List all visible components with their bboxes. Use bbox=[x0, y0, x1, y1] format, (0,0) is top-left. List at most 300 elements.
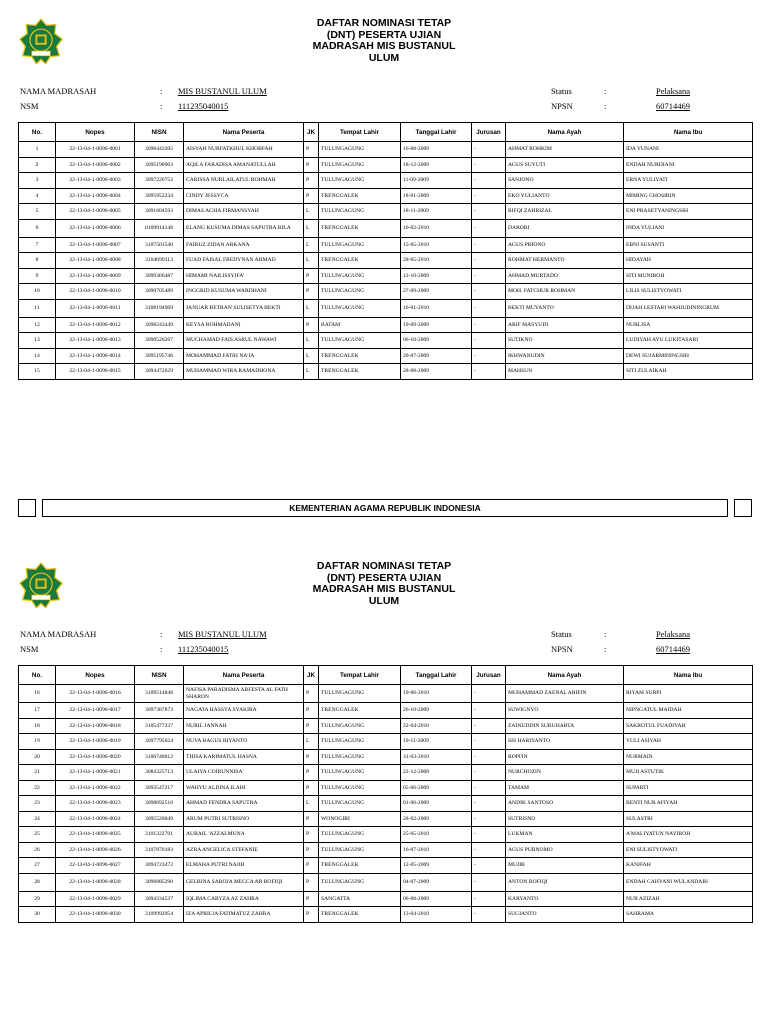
cell-nisn: 3097226752 bbox=[135, 173, 184, 189]
cell-nama-ibu: DIJAH LESTARI WAHJUDININGRUM bbox=[624, 299, 753, 317]
table-row bbox=[19, 718, 753, 734]
cell-nama-peserta: AURAIL 'AZZALMUNA bbox=[184, 827, 304, 843]
cell-nama-ibu: MUJI ASTUTIK bbox=[624, 765, 753, 781]
cell-no: 18 bbox=[19, 718, 56, 734]
table-row bbox=[19, 796, 753, 812]
cell-nama-peserta: THISA KARIMATUL HASNA bbox=[184, 749, 304, 765]
colon: : bbox=[604, 86, 607, 96]
nsm-value: 111235040015 bbox=[178, 644, 229, 654]
title-line: DAFTAR NOMINASI TETAP bbox=[316, 560, 452, 572]
cell-nama-ayah: MUHAMMAD ZAENAL ARIFIN bbox=[506, 685, 624, 703]
cell-nisn: 3094334537 bbox=[135, 891, 184, 907]
table-row bbox=[19, 749, 753, 765]
table-row bbox=[19, 780, 753, 796]
cell-tanggal-lahir: 25-05-2010 bbox=[401, 827, 472, 843]
cell-nopes: 22-13-04-1-0096-0023 bbox=[56, 796, 135, 812]
table-row bbox=[19, 348, 753, 364]
cell-nama-ibu: NURMAIN bbox=[624, 749, 753, 765]
cell-jurusan: - bbox=[472, 317, 506, 333]
status-value: Pelaksana bbox=[656, 629, 690, 639]
cell-tanggal-lahir: 28-05-2010 bbox=[401, 253, 472, 269]
nsm-label: NSM bbox=[20, 644, 39, 654]
cell-nopes: 22-13-04-1-0096-0010 bbox=[56, 284, 135, 300]
cell-nopes: 22-13-04-1-0096-0012 bbox=[56, 317, 135, 333]
cell-nopes: 22-13-04-1-0096-0028 bbox=[56, 873, 135, 891]
cell-nisn: 3105477237 bbox=[135, 718, 184, 734]
cell-nama-ayah: RIFQI ZAHRIZAL bbox=[506, 204, 624, 220]
cell-nama-ayah: MUJIB bbox=[506, 858, 624, 874]
cell-tanggal-lahir: 18-11-2009 bbox=[401, 204, 472, 220]
cell-nama-ibu: SITI ZULAIKAH bbox=[624, 364, 753, 380]
cell-nama-ayah: NURCHOZIN bbox=[506, 765, 624, 781]
cell-nama-ayah: EKO YULIANTO bbox=[506, 188, 624, 204]
cell-no: 24 bbox=[19, 811, 56, 827]
cell-tempat-lahir: TULUNGAGUNG bbox=[319, 157, 401, 173]
column-header-tempat-lahir: Tempat Lahir bbox=[319, 123, 401, 142]
ministry-footer-text: KEMENTERIAN AGAMA REPUBLIK INDONESIA bbox=[42, 499, 728, 517]
cell-jk: P bbox=[304, 765, 319, 781]
table-row bbox=[19, 237, 753, 253]
cell-nama-ayah: IKHWANUDIN bbox=[506, 348, 624, 364]
cell-no: 6 bbox=[19, 219, 56, 237]
nsm-value: 111235040015 bbox=[178, 101, 229, 111]
cell-no: 15 bbox=[19, 364, 56, 380]
table-row bbox=[19, 219, 753, 237]
cell-tanggal-lahir: 11-09-2009 bbox=[401, 173, 472, 189]
cell-jk: P bbox=[304, 173, 319, 189]
cell-no: 3 bbox=[19, 173, 56, 189]
cell-nisn: 3101322701 bbox=[135, 827, 184, 843]
column-header-tempat-lahir: Tempat Lahir bbox=[319, 666, 401, 685]
cell-nama-ayah: ARIF MASYUDI bbox=[506, 317, 624, 333]
colon: : bbox=[160, 644, 163, 654]
cell-nama-ayah: AGUS PRIONO bbox=[506, 237, 624, 253]
table-row bbox=[19, 703, 753, 719]
cell-tempat-lahir: TULUNGAGUNG bbox=[319, 284, 401, 300]
cell-jk: P bbox=[304, 749, 319, 765]
cell-nisn: 3109992954 bbox=[135, 907, 184, 923]
column-header-nama-peserta: Nama Peserta bbox=[184, 123, 304, 142]
cell-jurusan: - bbox=[472, 253, 506, 269]
title-line: MADRASAH MIS BUSTANUL bbox=[312, 583, 456, 595]
cell-nama-ayah: SUWIGNYO bbox=[506, 703, 624, 719]
cell-nama-ayah: ROPI'IN bbox=[506, 749, 624, 765]
cell-jurusan: - bbox=[472, 907, 506, 923]
nama-madrasah-value: MIS BUSTANUL ULUM bbox=[178, 86, 267, 96]
cell-tempat-lahir: TULUNGAGUNG bbox=[319, 765, 401, 781]
cell-nama-peserta: INGGRID KUSUMA WARDHANI bbox=[184, 284, 304, 300]
cell-no: 10 bbox=[19, 284, 56, 300]
cell-nama-ayah: MAHSUN bbox=[506, 364, 624, 380]
cell-nama-peserta: DIMAS AGHA FIRMANSYAH bbox=[184, 204, 304, 220]
cell-tanggal-lahir: 19-11-2009 bbox=[401, 734, 472, 750]
cell-tanggal-lahir: 13-04-2010 bbox=[401, 907, 472, 923]
cell-nopes: 22-13-04-1-0096-0002 bbox=[56, 157, 135, 173]
cell-no: 27 bbox=[19, 858, 56, 874]
column-header-nama-ayah: Nama Ayah bbox=[506, 666, 624, 685]
cell-jurusan: - bbox=[472, 237, 506, 253]
cell-tempat-lahir: TULUNGAGUNG bbox=[319, 299, 401, 317]
cell-nama-peserta: ELMAHA PUTRI NAJIB bbox=[184, 858, 304, 874]
cell-nama-ayah: DAROBI bbox=[506, 219, 624, 237]
table-row bbox=[19, 734, 753, 750]
table-row bbox=[19, 858, 753, 874]
cell-tanggal-lahir: 10-02-2010 bbox=[401, 219, 472, 237]
table-header-row bbox=[19, 123, 753, 142]
cell-nama-peserta: GELBINA SAROJA MECCA AR ROFIQI bbox=[184, 873, 304, 891]
cell-nisn: 3084325713 bbox=[135, 765, 184, 781]
cell-jk: P bbox=[304, 873, 319, 891]
cell-nama-peserta: NUVA BAGUS RIYANTO bbox=[184, 734, 304, 750]
cell-tempat-lahir: TRENGGALEK bbox=[319, 253, 401, 269]
cell-tempat-lahir: WONOGIRI bbox=[319, 811, 401, 827]
cell-nopes: 22-13-04-1-0096-0024 bbox=[56, 811, 135, 827]
cell-jk: P bbox=[304, 284, 319, 300]
cell-jk: P bbox=[304, 703, 319, 719]
cell-nisn: 3094472629 bbox=[135, 364, 184, 380]
cell-nisn: 3093547217 bbox=[135, 780, 184, 796]
cell-jk: L bbox=[304, 204, 319, 220]
cell-tempat-lahir: TULUNGAGUNG bbox=[319, 873, 401, 891]
table-row bbox=[19, 333, 753, 349]
column-header-nopes: Nopes bbox=[56, 666, 135, 685]
cell-nama-peserta: MUCHAMAD FAIS ASRUL NAWAWI bbox=[184, 333, 304, 349]
cell-nama-ayah: ANTON ROFIQI bbox=[506, 873, 624, 891]
cell-nama-peserta: FUAD FAISAL FREDYNAN AHMAD bbox=[184, 253, 304, 269]
cell-jk: P bbox=[304, 891, 319, 907]
corner-box bbox=[18, 499, 36, 517]
cell-nopes: 22-13-04-1-0096-0018 bbox=[56, 718, 135, 734]
table-row bbox=[19, 299, 753, 317]
cell-nama-ayah: AHMAD MURTADO bbox=[506, 268, 624, 284]
status-label: Status bbox=[551, 629, 572, 639]
cell-no: 5 bbox=[19, 204, 56, 220]
cell-nisn: 3098243449 bbox=[135, 317, 184, 333]
cell-tempat-lahir: TRENGGALEK bbox=[319, 364, 401, 380]
cell-no: 16 bbox=[19, 685, 56, 703]
cell-nama-ibu: SAHRAMA bbox=[624, 907, 753, 923]
column-header-jurusan: Jurusan bbox=[472, 666, 506, 685]
cell-tanggal-lahir: 06-08-2009 bbox=[401, 891, 472, 907]
cell-jurusan: - bbox=[472, 348, 506, 364]
cell-nisn: 3096885290 bbox=[135, 873, 184, 891]
column-header-nama-ibu: Nama Ibu bbox=[624, 666, 753, 685]
cell-tanggal-lahir: 12-05-2009 bbox=[401, 858, 472, 874]
cell-nama-ayah: SANJONO bbox=[506, 173, 624, 189]
table-header-row bbox=[19, 666, 753, 685]
ministry-footer bbox=[18, 499, 752, 517]
cell-no: 28 bbox=[19, 873, 56, 891]
cell-nopes: 22-13-04-1-0096-0016 bbox=[56, 685, 135, 703]
cell-nisn: 3107501540 bbox=[135, 237, 184, 253]
cell-nama-ibu: SULASTRI bbox=[624, 811, 753, 827]
cell-nama-ayah: AGUS PURNOMO bbox=[506, 842, 624, 858]
column-header-jurusan: Jurusan bbox=[472, 123, 506, 142]
cell-tempat-lahir: TULUNGAGUNG bbox=[319, 333, 401, 349]
cell-nopes: 22-13-04-1-0096-0015 bbox=[56, 364, 135, 380]
cell-nama-ibu: IDA YUNANI bbox=[624, 142, 753, 158]
cell-jurusan: - bbox=[472, 718, 506, 734]
cell-tempat-lahir: TULUNGAGUNG bbox=[319, 204, 401, 220]
cell-no: 30 bbox=[19, 907, 56, 923]
cell-jk: L bbox=[304, 253, 319, 269]
cell-tanggal-lahir: 26-10-2009 bbox=[401, 703, 472, 719]
cell-nama-ibu: SITI MUNIROH bbox=[624, 268, 753, 284]
nsm-label: NSM bbox=[20, 101, 39, 111]
cell-nama-peserta: WAHYU ALDINA ILAHI bbox=[184, 780, 304, 796]
cell-nama-peserta: NAGATA HASSYA SYAKIRA bbox=[184, 703, 304, 719]
cell-jk: P bbox=[304, 780, 319, 796]
cell-no: 9 bbox=[19, 268, 56, 284]
cell-nopes: 22-13-04-1-0096-0003 bbox=[56, 173, 135, 189]
cell-nopes: 22-13-04-1-0096-0021 bbox=[56, 765, 135, 781]
cell-nopes: 22-13-04-1-0096-0005 bbox=[56, 204, 135, 220]
column-header-no: No. bbox=[19, 123, 56, 142]
title-line: (DNT) PESERTA UJIAN bbox=[326, 28, 442, 41]
column-header-no: No. bbox=[19, 666, 56, 685]
cell-tanggal-lahir: 19-09-2009 bbox=[401, 317, 472, 333]
cell-tempat-lahir: TULUNGAGUNG bbox=[319, 842, 401, 858]
cell-nisn: 3097387873 bbox=[135, 703, 184, 719]
cell-nisn: 3094723472 bbox=[135, 858, 184, 874]
column-header-nama-ayah: Nama Ayah bbox=[506, 123, 624, 142]
cell-nopes: 22-13-04-1-0096-0009 bbox=[56, 268, 135, 284]
cell-nama-ibu: ENI SULISTYOWATI bbox=[624, 842, 753, 858]
cell-tanggal-lahir: 15-05-2010 bbox=[401, 237, 472, 253]
cell-nama-ibu: DEWI SUJARMININGSIH bbox=[624, 348, 753, 364]
cell-tanggal-lahir: 18-12-2009 bbox=[401, 157, 472, 173]
table-row bbox=[19, 157, 753, 173]
cell-nama-ibu: HIDAYAH bbox=[624, 253, 753, 269]
cell-nopes: 22-13-04-1-0096-0007 bbox=[56, 237, 135, 253]
cell-nama-ibu: LUDIYAH AYU LUKITASARI bbox=[624, 333, 753, 349]
cell-nama-ayah: ZAINUDDIN SUBUHARTA bbox=[506, 718, 624, 734]
cell-nama-ibu: NURLISA bbox=[624, 317, 753, 333]
page-title bbox=[268, 18, 500, 64]
cell-tanggal-lahir: 28-08-2009 bbox=[401, 364, 472, 380]
cell-no: 17 bbox=[19, 703, 56, 719]
cell-nama-ayah: LUKMAN bbox=[506, 827, 624, 843]
cell-no: 4 bbox=[19, 188, 56, 204]
cell-nisn: 3095195746 bbox=[135, 348, 184, 364]
title-line: ULUM bbox=[368, 594, 400, 607]
cell-no: 23 bbox=[19, 796, 56, 812]
cell-nama-ayah: ROHMAT HERMANTO bbox=[506, 253, 624, 269]
cell-nama-ibu: ERNA YULIYATI bbox=[624, 173, 753, 189]
status-label: Status bbox=[551, 86, 572, 96]
cell-tempat-lahir: TULUNGAGUNG bbox=[319, 734, 401, 750]
cell-nisn: 3090705489 bbox=[135, 284, 184, 300]
cell-nama-ibu: ENDAH CAHYANI WULANDARI bbox=[624, 873, 753, 891]
cell-jk: P bbox=[304, 811, 319, 827]
cell-tanggal-lahir: 12-10-2009 bbox=[401, 268, 472, 284]
cell-nama-peserta: ELANG KUSUMA DIMAS SAPUTRA BILA bbox=[184, 219, 304, 237]
cell-jk: L bbox=[304, 734, 319, 750]
cell-tempat-lahir: BATAM bbox=[319, 317, 401, 333]
cell-nopes: 22-13-04-1-0096-0006 bbox=[56, 219, 135, 237]
cell-tempat-lahir: TRENGGALEK bbox=[319, 907, 401, 923]
cell-tanggal-lahir: 22-12-2008 bbox=[401, 765, 472, 781]
table-row bbox=[19, 891, 753, 907]
table-row bbox=[19, 268, 753, 284]
cell-no: 29 bbox=[19, 891, 56, 907]
cell-nama-ibu: LILIS SULISTYOWATI bbox=[624, 284, 753, 300]
cell-tempat-lahir: TULUNGAGUNG bbox=[319, 827, 401, 843]
cell-tanggal-lahir: 01-06-2009 bbox=[401, 796, 472, 812]
cell-jurusan: - bbox=[472, 299, 506, 317]
table-row bbox=[19, 907, 753, 923]
cell-nopes: 22-13-04-1-0096-0030 bbox=[56, 907, 135, 923]
cell-nopes: 22-13-04-1-0096-0017 bbox=[56, 703, 135, 719]
cell-tanggal-lahir: 06-10-2009 bbox=[401, 333, 472, 349]
npsn-label: NPSN bbox=[551, 101, 573, 111]
cell-jk: P bbox=[304, 142, 319, 158]
corner-box bbox=[734, 499, 752, 517]
cell-nama-ayah: SUTRISNO bbox=[506, 811, 624, 827]
cell-jurusan: - bbox=[472, 811, 506, 827]
cell-nisn: 3097795624 bbox=[135, 734, 184, 750]
cell-jk: P bbox=[304, 842, 319, 858]
column-header-nisn: NISN bbox=[135, 666, 184, 685]
cell-jk: L bbox=[304, 364, 319, 380]
cell-nama-ibu: NUR AZIZAH bbox=[624, 891, 753, 907]
cell-tempat-lahir: TRENGGALEK bbox=[319, 219, 401, 237]
column-header-nopes: Nopes bbox=[56, 123, 135, 142]
cell-tempat-lahir: SANGATTA bbox=[319, 891, 401, 907]
cell-nopes: 22-13-04-1-0096-0008 bbox=[56, 253, 135, 269]
cell-nisn: 3098692516 bbox=[135, 796, 184, 812]
cell-tempat-lahir: TULUNGAGUNG bbox=[319, 173, 401, 189]
cell-jurusan: - bbox=[472, 796, 506, 812]
cell-jk: P bbox=[304, 827, 319, 843]
cell-nopes: 22-13-04-1-0096-0026 bbox=[56, 842, 135, 858]
table-row bbox=[19, 811, 753, 827]
cell-tanggal-lahir: 16-07-2010 bbox=[401, 842, 472, 858]
cell-jurusan: - bbox=[472, 284, 506, 300]
cell-nama-ibu: EBNI SUSANTI bbox=[624, 237, 753, 253]
cell-jurusan: - bbox=[472, 157, 506, 173]
cell-nama-peserta: ULAIYA COIRUNNISA' bbox=[184, 765, 304, 781]
cell-nama-ayah: AGUS SUYUTI bbox=[506, 157, 624, 173]
cell-nama-ayah: KARYANTO bbox=[506, 891, 624, 907]
cell-jurusan: - bbox=[472, 780, 506, 796]
cell-jk: P bbox=[304, 858, 319, 874]
cell-jurusan: - bbox=[472, 142, 506, 158]
cell-tanggal-lahir: 31-03-2010 bbox=[401, 749, 472, 765]
cell-nama-peserta: FAIRUZ ZIDAN ARKANA bbox=[184, 237, 304, 253]
column-header-nama-ibu: Nama Ibu bbox=[624, 123, 753, 142]
table-row bbox=[19, 765, 753, 781]
table-row bbox=[19, 204, 753, 220]
title-line: DAFTAR NOMINASI TETAP bbox=[316, 17, 452, 29]
table-row bbox=[19, 317, 753, 333]
cell-jk: L bbox=[304, 348, 319, 364]
cell-jurusan: - bbox=[472, 333, 506, 349]
title-line: MADRASAH MIS BUSTANUL bbox=[312, 40, 456, 52]
cell-tanggal-lahir: 16-08-2009 bbox=[401, 142, 472, 158]
cell-jk: L bbox=[304, 219, 319, 237]
cell-no: 2 bbox=[19, 157, 56, 173]
cell-nama-peserta: AHMAD FENDRA SAPUTRA bbox=[184, 796, 304, 812]
title-line: (DNT) PESERTA UJIAN bbox=[326, 571, 442, 584]
column-header-jk: JK bbox=[304, 666, 319, 685]
cell-tempat-lahir: TULUNGAGUNG bbox=[319, 142, 401, 158]
cell-jurusan: - bbox=[472, 364, 506, 380]
title-line: ULUM bbox=[368, 51, 400, 64]
cell-nama-ibu: ENDAH NURDIANI bbox=[624, 157, 753, 173]
cell-nopes: 22-13-04-1-0096-0027 bbox=[56, 858, 135, 874]
cell-tanggal-lahir: 19-06-2010 bbox=[401, 685, 472, 703]
table-row bbox=[19, 685, 753, 703]
column-header-jk: JK bbox=[304, 123, 319, 142]
cell-nopes: 22-13-04-1-0096-0025 bbox=[56, 827, 135, 843]
cell-nama-peserta: CINDY JESSYCA bbox=[184, 188, 304, 204]
cell-no: 22 bbox=[19, 780, 56, 796]
cell-no: 14 bbox=[19, 348, 56, 364]
cell-nisn: 3107870183 bbox=[135, 842, 184, 858]
cell-jk: P bbox=[304, 685, 319, 703]
cell-nama-ayah: SUTIKNO bbox=[506, 333, 624, 349]
cell-jk: P bbox=[304, 718, 319, 734]
cell-tempat-lahir: TULUNGAGUNG bbox=[319, 718, 401, 734]
cell-tempat-lahir: TULUNGAGUNG bbox=[319, 268, 401, 284]
colon: : bbox=[604, 644, 607, 654]
column-header-tanggal-lahir: Tanggal Lahir bbox=[401, 123, 472, 142]
colon: : bbox=[160, 101, 163, 111]
cell-tanggal-lahir: 27-09-2009 bbox=[401, 284, 472, 300]
cell-tempat-lahir: TULUNGAGUNG bbox=[319, 749, 401, 765]
cell-jk: P bbox=[304, 907, 319, 923]
table-row bbox=[19, 364, 753, 380]
colon: : bbox=[160, 629, 163, 639]
table-row bbox=[19, 188, 753, 204]
cell-nopes: 22-13-04-1-0096-0001 bbox=[56, 142, 135, 158]
cell-tanggal-lahir: 18-01-2009 bbox=[401, 188, 472, 204]
column-header-nama-peserta: Nama Peserta bbox=[184, 666, 304, 685]
cell-nisn: 3104699113 bbox=[135, 253, 184, 269]
cell-tanggal-lahir: 22-04-2010 bbox=[401, 718, 472, 734]
cell-no: 25 bbox=[19, 827, 56, 843]
colon: : bbox=[604, 101, 607, 111]
cell-jurusan: - bbox=[472, 268, 506, 284]
table-row bbox=[19, 142, 753, 158]
cell-no: 8 bbox=[19, 253, 56, 269]
cell-nopes: 22-13-04-1-0096-0014 bbox=[56, 348, 135, 364]
cell-nisn: 3091604593 bbox=[135, 204, 184, 220]
cell-no: 7 bbox=[19, 237, 56, 253]
cell-jurusan: - bbox=[472, 734, 506, 750]
colon: : bbox=[604, 629, 607, 639]
cell-nisn: 3095520049 bbox=[135, 811, 184, 827]
cell-nama-ayah: BEKTI MUYANTO bbox=[506, 299, 624, 317]
page-title bbox=[268, 561, 500, 607]
cell-no: 12 bbox=[19, 317, 56, 333]
cell-nama-peserta: AISYAH NURFATKHUL KHOBFAH bbox=[184, 142, 304, 158]
cell-tempat-lahir: TRENGGALEK bbox=[319, 703, 401, 719]
cell-nisn: 3106740612 bbox=[135, 749, 184, 765]
cell-nisn: 3090526267 bbox=[135, 333, 184, 349]
cell-jurusan: - bbox=[472, 749, 506, 765]
cell-nama-peserta: IQLIMA CARYZA AZ ZAHRA bbox=[184, 891, 304, 907]
cell-jk: L bbox=[304, 299, 319, 317]
nama-madrasah-label: NAMA MADRASAH bbox=[20, 86, 97, 96]
cell-no: 19 bbox=[19, 734, 56, 750]
cell-no: 26 bbox=[19, 842, 56, 858]
cell-tempat-lahir: TULUNGAGUNG bbox=[319, 685, 401, 703]
cell-nama-ayah: SIS HARIYANTO bbox=[506, 734, 624, 750]
cell-tanggal-lahir: 05-06-2009 bbox=[401, 780, 472, 796]
table-row bbox=[19, 173, 753, 189]
